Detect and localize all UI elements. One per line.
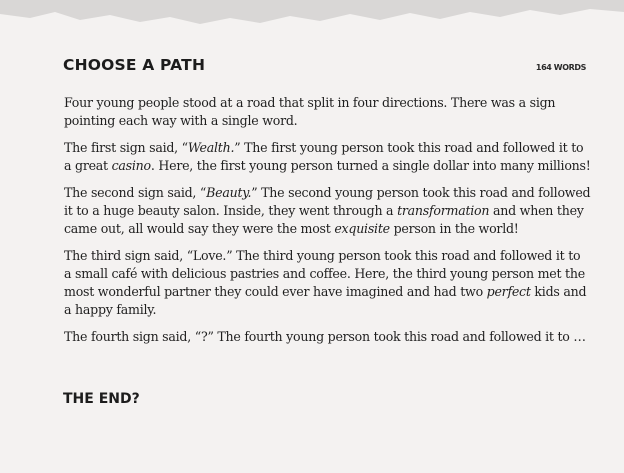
story-body — [64, 94, 591, 355]
paragraph-third-sign: The third sign said, “Love.” The third young person took this road and followed it to a small café with delicious pastries and coffee. Here, the third young person met the most wonderful partner they could ever have imagined and had two perfect kids and a happy family. — [64, 248, 587, 317]
story-title: CHOOSE A PATH — [63, 56, 206, 74]
story-ending: THE END? — [63, 391, 140, 407]
paragraph-second-sign: The second sign said, “Beauty.” The second young person took this road and followed it to a huge beauty salon. Inside, they went through a transformation and when they came out, all would say they were the most exquisite person in the world! — [64, 185, 591, 236]
paragraph-intro: Four young people stood at a road that split in four directions. There was a sign pointing each way with a single word. — [64, 95, 556, 128]
paragraph-fourth-sign: The fourth sign said, “?” The fourth young person took this road and followed it to … — [64, 329, 586, 344]
word-count: 164 WORDS — [535, 63, 586, 72]
paragraph-first-sign: The first sign said, “Wealth.” The first young person took this road and followed it to a great casino. Here, the first young person turned a single dollar into many millions! — [64, 140, 591, 173]
